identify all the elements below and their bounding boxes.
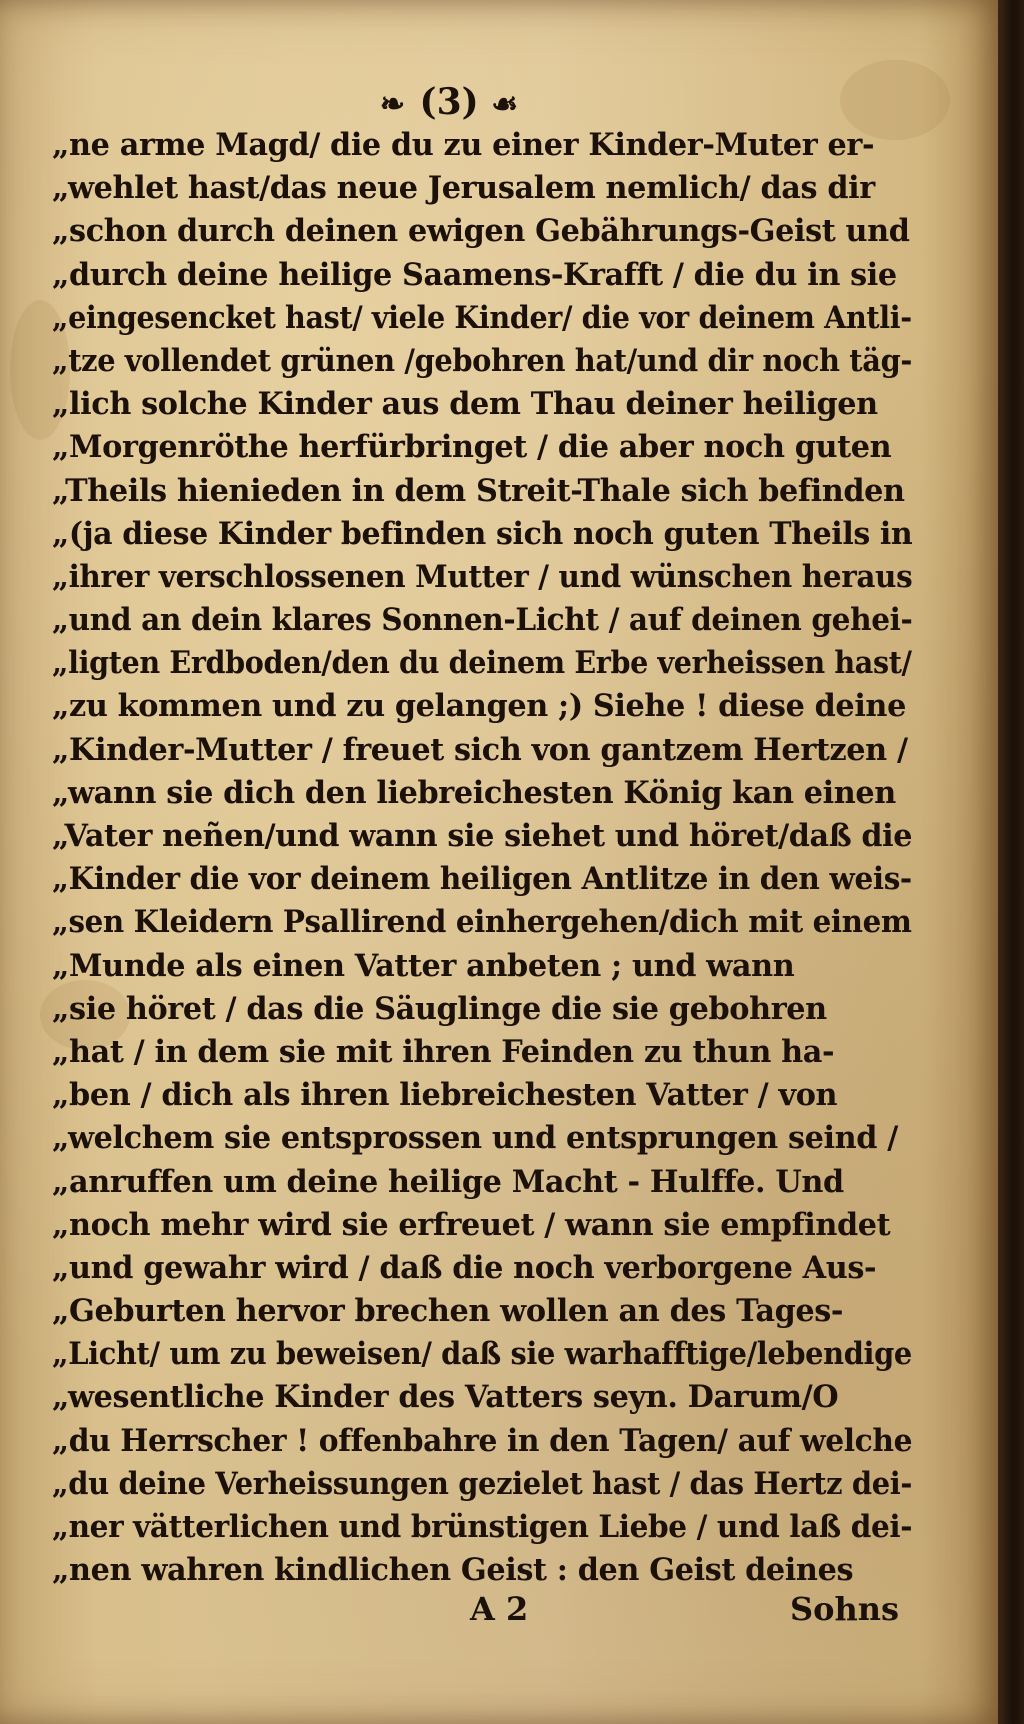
text-line: „ner vätterlichen und brünstigen Liebe / und laß dei- [52, 1509, 913, 1545]
header-ornament-right: ☙ [491, 87, 521, 122]
page-number: (3) [419, 81, 479, 123]
text-line: „und an dein klares Sonnen-Licht / auf deinen gehei- [52, 602, 913, 639]
text-line: „Licht/ um zu beweisen/ daß sie warhafftige/lebendige [52, 1336, 912, 1373]
catchword: Sohns [790, 1590, 899, 1628]
text-line: „wann sie dich den liebreichesten König kan einen [52, 774, 896, 811]
page-footer [0, 1584, 1000, 1634]
text-line: „Theils hienieden in dem Streit-Thale sich befinden [52, 472, 905, 509]
text-line: „Geburten hervor brechen wollen an des Tages- [52, 1293, 844, 1330]
text-line: „sie höret / das die Säuglinge die sie gebohren [52, 990, 827, 1027]
text-line: „hat / in dem sie mit ihren Feinden zu thun ha- [52, 1033, 835, 1070]
book-binding-edge [998, 0, 1024, 1724]
text-line: „zu kommen und zu gelangen ;) Siehe ! diese deine [52, 688, 906, 725]
text-line: „Kinder die vor deinem heiligen Antlitze in den weis- [52, 861, 912, 898]
text-line: „Vater neñen/und wann sie siehet und höret/daß die [52, 818, 913, 854]
text-line: „ne arme Magd/ die du zu einer Kinder-Muter er- [52, 127, 875, 163]
header-ornament-left: ❧ [379, 87, 407, 122]
text-line: „und gewahr wird / daß die noch verborgene Aus- [52, 1249, 877, 1286]
text-line: „du deine Verheissungen gezielet hast / das Hertz dei- [52, 1465, 913, 1502]
text-line: „nen wahren kindlichen Geist : den Geist deines [52, 1552, 854, 1589]
text-line: „welchem sie entsprossen und entsprungen seind / [52, 1120, 898, 1157]
text-line: „du Herrscher ! offenbahre in den Tagen/ auf welche [52, 1422, 913, 1459]
text-line: „anruffen um deine heilige Macht - Hulffe. Und [52, 1163, 844, 1200]
text-line: „ligten Erdboden/den du deinem Erbe verheissen hast/ [52, 645, 912, 682]
text-line: „Morgenröthe herfürbringet / die aber noch guten [52, 429, 892, 466]
text-line: „Kinder-Mutter / freuet sich von gantzem Hertzen / [52, 731, 908, 768]
text-line: „(ja diese Kinder befinden sich noch guten Theils in [52, 515, 913, 552]
text-line: „wesentliche Kinder des Vatters seyn. Darum/O [52, 1379, 839, 1416]
text-line: „Munde als einen Vatter anbeten ; und wann [52, 947, 795, 984]
text-line: „ihrer verschlossenen Mutter / und wünschen heraus [52, 558, 913, 595]
text-line: „tze vollendet grünen /gebohren hat/und dir noch täg- [52, 342, 912, 379]
text-line: „durch deine heilige Saamens-Krafft / die du in sie [52, 256, 897, 293]
text-line: „eingesencket hast/ viele Kinder/ die vor deinem Antli- [52, 299, 912, 336]
text-line: „schon durch deinen ewigen Gebährungs-Geist und [52, 213, 910, 250]
signature-mark: A 2 [470, 1590, 529, 1628]
page-header [320, 72, 580, 132]
text-line: „lich solche Kinder aus dem Thau deiner heiligen [52, 386, 878, 423]
text-line: „noch mehr wird sie erfreuet / wann sie empfindet [52, 1206, 891, 1243]
text-line: „sen Kleidern Psallirend einhergehen/dich mit einem [52, 904, 912, 941]
text-block [52, 124, 932, 1592]
text-line: „wehlet hast/das neue Jerusalem nemlich/ das dir [52, 170, 875, 207]
text-line: „ben / dich als ihren liebreichesten Vatter / von [52, 1077, 838, 1114]
